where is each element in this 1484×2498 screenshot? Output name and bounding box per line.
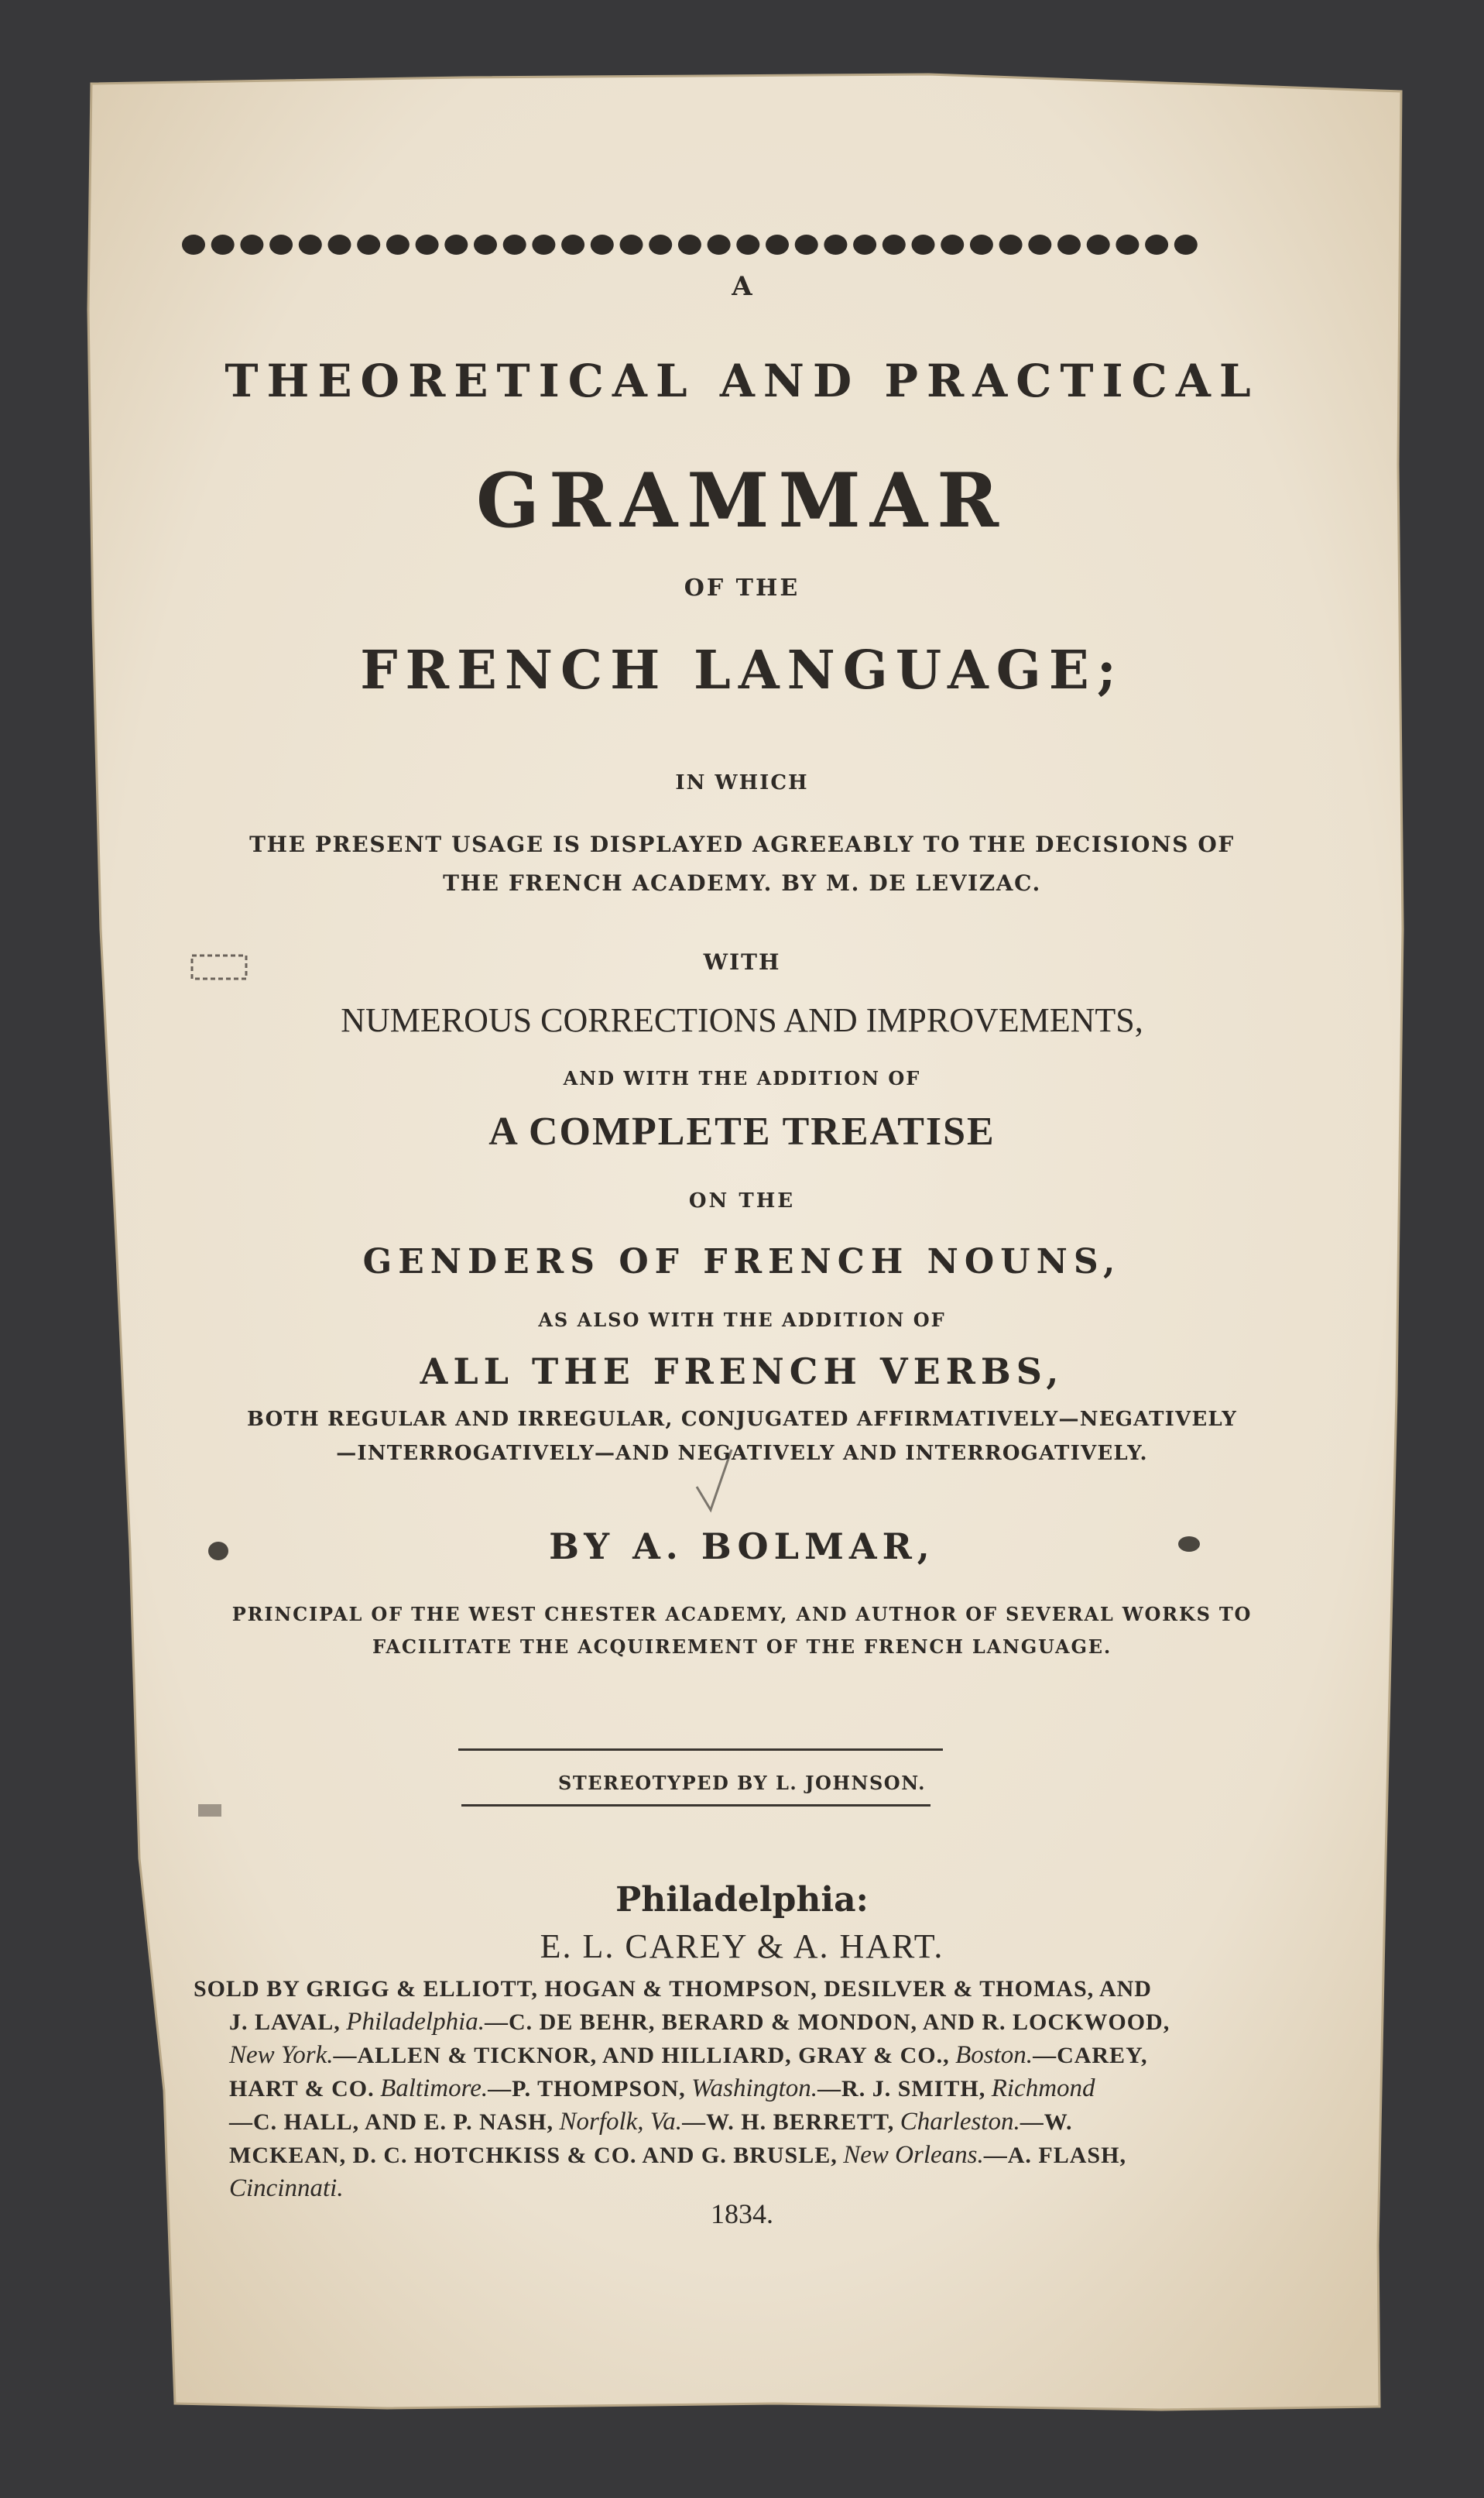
border-dot — [912, 235, 935, 255]
imprint-text: J. LAVAL, — [229, 2009, 341, 2035]
border-dot — [708, 235, 731, 255]
imprint-text: —ALLEN & TICKNOR, AND HILLIARD, GRAY & CO., — [333, 2043, 950, 2068]
border-dot — [970, 235, 993, 255]
border-dot — [824, 235, 847, 255]
imprint-city: New York. — [229, 2041, 334, 2069]
city-line: Philadelphia: — [615, 1880, 869, 1920]
border-dot — [386, 235, 410, 255]
imprint-city: New Orleans. — [843, 2141, 984, 2169]
border-dot — [1028, 235, 1051, 255]
title-article: A — [732, 271, 752, 302]
imprint-text: —C. HALL, AND E. P. NASH, — [229, 2109, 554, 2135]
decorative-dot-border — [182, 235, 1198, 255]
line-usage-2: THE FRENCH ACADEMY. BY M. DE LEVIZAC. — [443, 870, 1041, 896]
stamp-mark — [198, 1804, 221, 1817]
line-usage-1: THE PRESENT USAGE IS DISPLAYED AGREEABLY TO THE DECISIONS OF — [249, 832, 1235, 857]
border-dot — [503, 235, 526, 255]
line-on-the: ON THE — [688, 1189, 796, 1213]
border-dot — [941, 235, 964, 255]
border-dot — [649, 235, 672, 255]
line-addition: AND WITH THE ADDITION OF — [563, 1067, 921, 1089]
principal-line-2: FACILITATE THE ACQUIREMENT OF THE FRENCH LANGUAGE. — [372, 1635, 1112, 1658]
border-dot — [299, 235, 322, 255]
imprint-text: —W. — [1020, 2109, 1073, 2135]
divider-rule-bottom — [461, 1804, 930, 1807]
imprint-city: Richmond — [991, 2074, 1095, 2102]
imprint-city: Washington. — [691, 2074, 818, 2102]
border-dot — [211, 235, 235, 255]
border-dot — [1174, 235, 1198, 255]
border-dot — [1116, 235, 1139, 255]
line-also: AS ALSO WITH THE ADDITION OF — [538, 1309, 946, 1331]
border-dot — [999, 235, 1023, 255]
line-conjugation-2: —INTERROGATIVELY—AND NEGATIVELY AND INTERROGATIVELY. — [336, 1442, 1148, 1465]
year-line: 1834. — [711, 2198, 773, 2229]
border-dot — [1145, 235, 1168, 255]
border-dot — [736, 235, 759, 255]
border-dot — [269, 235, 293, 255]
line-in-which: IN WHICH — [675, 771, 809, 794]
imprint-city: Charleston. — [900, 2108, 1020, 2136]
imprint-city: Boston. — [955, 2041, 1033, 2069]
border-dot — [853, 235, 876, 255]
imprint-text: —A. FLASH, — [983, 2143, 1126, 2168]
imprint-city: Norfolk, Va. — [559, 2108, 683, 2136]
imprint-city: Cincinnati. — [229, 2174, 344, 2202]
border-dot — [182, 235, 205, 255]
border-dot — [561, 235, 584, 255]
imprint-text: —P. THOMPSON, — [488, 2076, 686, 2102]
border-dot — [1087, 235, 1110, 255]
line-conjugation-1: BOTH REGULAR AND IRREGULAR, CONJUGATED AFFIRMATIVELY—NEGATIVELY — [247, 1408, 1237, 1431]
border-dot — [766, 235, 789, 255]
border-dot — [474, 235, 497, 255]
title-line-of-the: OF THE — [684, 575, 800, 602]
border-dot — [328, 235, 351, 255]
line-treatise: A COMPLETE TREATISE — [488, 1110, 996, 1154]
border-dot — [591, 235, 614, 255]
principal-line-1: PRINCIPAL OF THE WEST CHESTER ACADEMY, AND AUTHOR OF SEVERAL WORKS TO — [231, 1603, 1253, 1625]
border-dot — [240, 235, 263, 255]
imprint-city: Baltimore. — [380, 2074, 488, 2102]
border-dot — [620, 235, 643, 255]
line-verbs: ALL THE FRENCH VERBS, — [420, 1350, 1064, 1392]
title-line-language: FRENCH LANGUAGE; — [360, 640, 1124, 702]
border-dot — [1057, 235, 1081, 255]
imprint-text: —W. H. BERRETT, — [682, 2109, 895, 2135]
line-genders: GENDERS OF FRENCH NOUNS, — [362, 1242, 1122, 1282]
border-dot — [444, 235, 468, 255]
border-dot — [532, 235, 555, 255]
title-line-theoretical: THEORETICAL AND PRACTICAL — [224, 355, 1260, 407]
author-line: BY A. BOLMAR, — [549, 1525, 935, 1567]
imprint-text: —R. J. SMITH, — [817, 2076, 986, 2102]
line-corrections: NUMEROUS CORRECTIONS AND IMPROVEMENTS, — [341, 1001, 1143, 1039]
border-dot — [883, 235, 906, 255]
line-with: WITH — [703, 949, 781, 975]
border-dot — [678, 235, 701, 255]
title-line-grammar: GRAMMAR — [475, 457, 1009, 544]
imprint-text: —C. DE BEHR, BERARD & MONDON, AND R. LOCKWOOD, — [485, 2009, 1170, 2035]
stereotyped-line: STEREOTYPED BY L. JOHNSON. — [558, 1772, 926, 1794]
divider-rule-top — [458, 1748, 943, 1751]
border-dot — [795, 235, 818, 255]
imprint-text: —CAREY, — [1033, 2043, 1148, 2068]
imprint-text: SOLD BY GRIGG & ELLIOTT, HOGAN & THOMPSON, DESILVER & THOMAS, AND — [194, 1976, 1152, 2002]
imprint-block — [194, 1973, 1215, 2205]
publisher-line: E. L. CAREY & A. HART. — [540, 1927, 944, 1965]
border-dot — [416, 235, 439, 255]
imprint-text: HART & CO. — [229, 2076, 375, 2102]
imprint-city: Philadelphia. — [346, 2008, 485, 2036]
imprint-text: MCKEAN, D. C. HOTCHKISS & CO. AND G. BRUSLE, — [229, 2143, 838, 2168]
border-dot — [357, 235, 380, 255]
